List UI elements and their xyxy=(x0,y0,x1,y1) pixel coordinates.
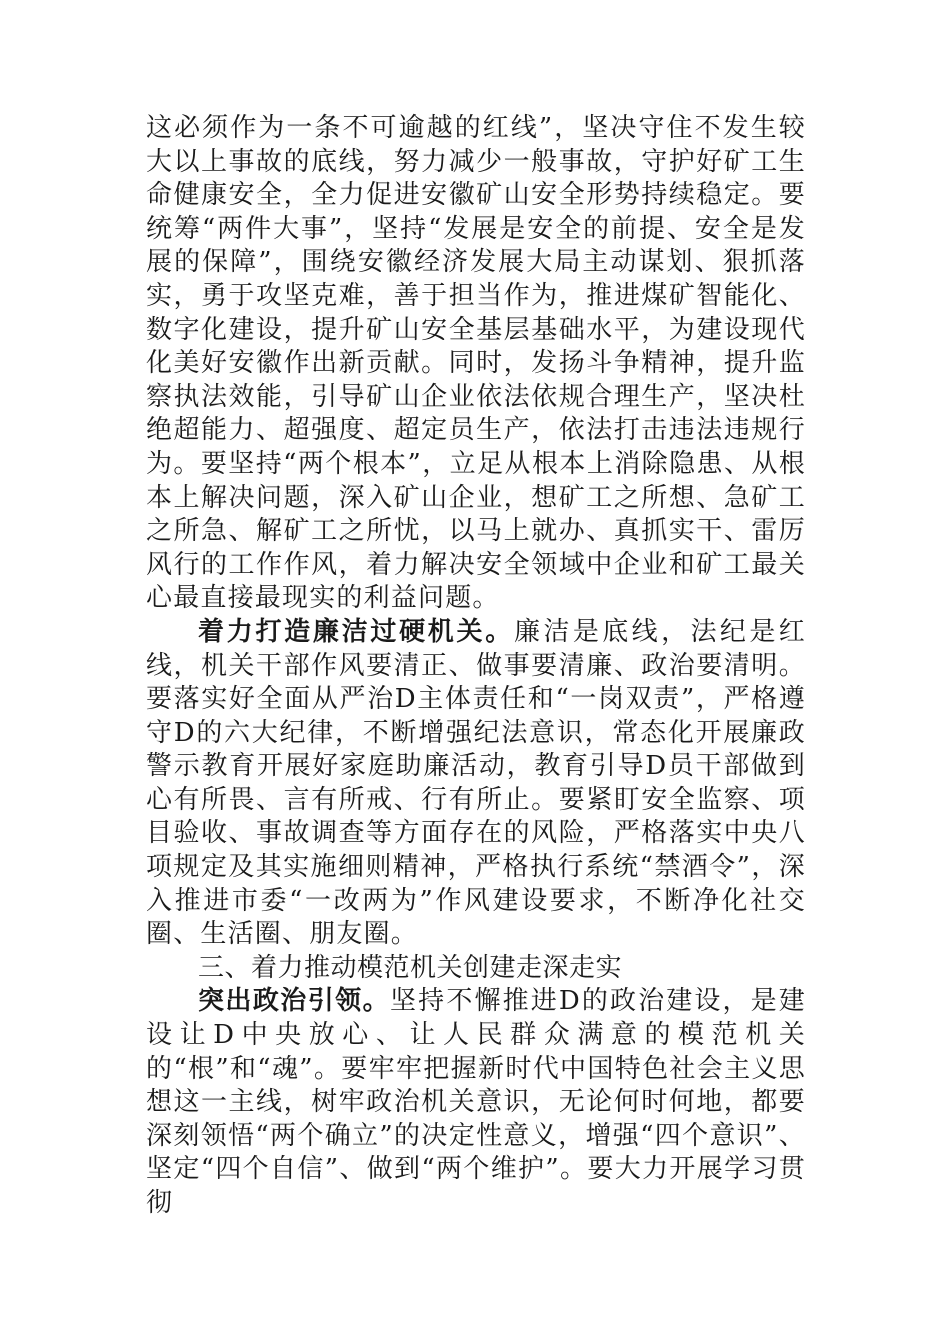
paragraph-lead-political: 突出政治引领。 xyxy=(198,986,391,1017)
document-page xyxy=(146,112,806,1221)
paragraph-lead-clean-organ: 着力打造廉洁过硬机关。 xyxy=(198,616,514,647)
paragraph-safety-redline: 这必须作为一条不可逾越的红线”，坚决守住不发生较大以上事故的底线，努力减少一般事故，守护好矿工生命健康安全，全力促进安徽矿山安全形势持续稳定。要统筹“两件大事”，坚持“发展是安全的前提、安全是发展的保障”，围绕安徽经济发展大局主动谋划、狠抓落实，勇于攻坚克难，善于担当作为，推进煤矿智能化、数字化建设，提升矿山安全基层基础水平，为建设现代化美好安徽作出新贡献。同时，发扬斗争精神，提升监察执法效能，引导矿山企业依法依规合理生产，坚决杜绝超能力、超强度、超定员生产，依法打击违法违规行为。要坚持“两个根本”，立足从根本上消除隐患、从根本上解决问题，深入矿山企业，想矿工之所想、急矿工之所急、解矿工之所忧，以马上就办、真抓实干、雷厉风行的工作作风，着力解决安全领域中企业和矿工最关心最直接最现实的利益问题。 xyxy=(146,113,806,614)
paragraph-body-political: 坚持不懈推进D的政治建设，是建设让D中央放心、让人民群众满意的模范机关的“根”和“魂”。要牢牢把握新时代中国特色社会主义思想这一主线，树牢政治机关意识，无论何时何地，都要深刻领悟“两个确立”的决定性意义，增强“四个意识”、坚定“四个自信”、做到“两个维护”。要大力开展学习贯彻 xyxy=(146,986,806,1218)
paragraph-political-lead xyxy=(146,985,806,1220)
paragraph-clean-organ xyxy=(146,616,806,952)
paragraph-body-clean-organ: 廉洁是底线，法纪是红线，机关干部作风要清正、做事要清廉、政治要清明。要落实好全面从严治D主体责任和“一岗双责”，严格遵守D的六大纪律，不断增强纪法意识，常态化开展廉政警示教育开展好家庭助廉活动，教育引导D员干部做到心有所畏、言有所戒、行有所止。要紧盯安全监察、项目验收、事故调查等方面存在的风险，严格落实中央八项规定及其实施细则精神，严格执行系统“禁酒令”，深入推进市委“一改两为”作风建设要求，不断净化社交圈、生活圈、朋友圈。 xyxy=(146,616,806,950)
section-heading-3: 三、着力推动模范机关创建走深走实 xyxy=(198,952,623,983)
